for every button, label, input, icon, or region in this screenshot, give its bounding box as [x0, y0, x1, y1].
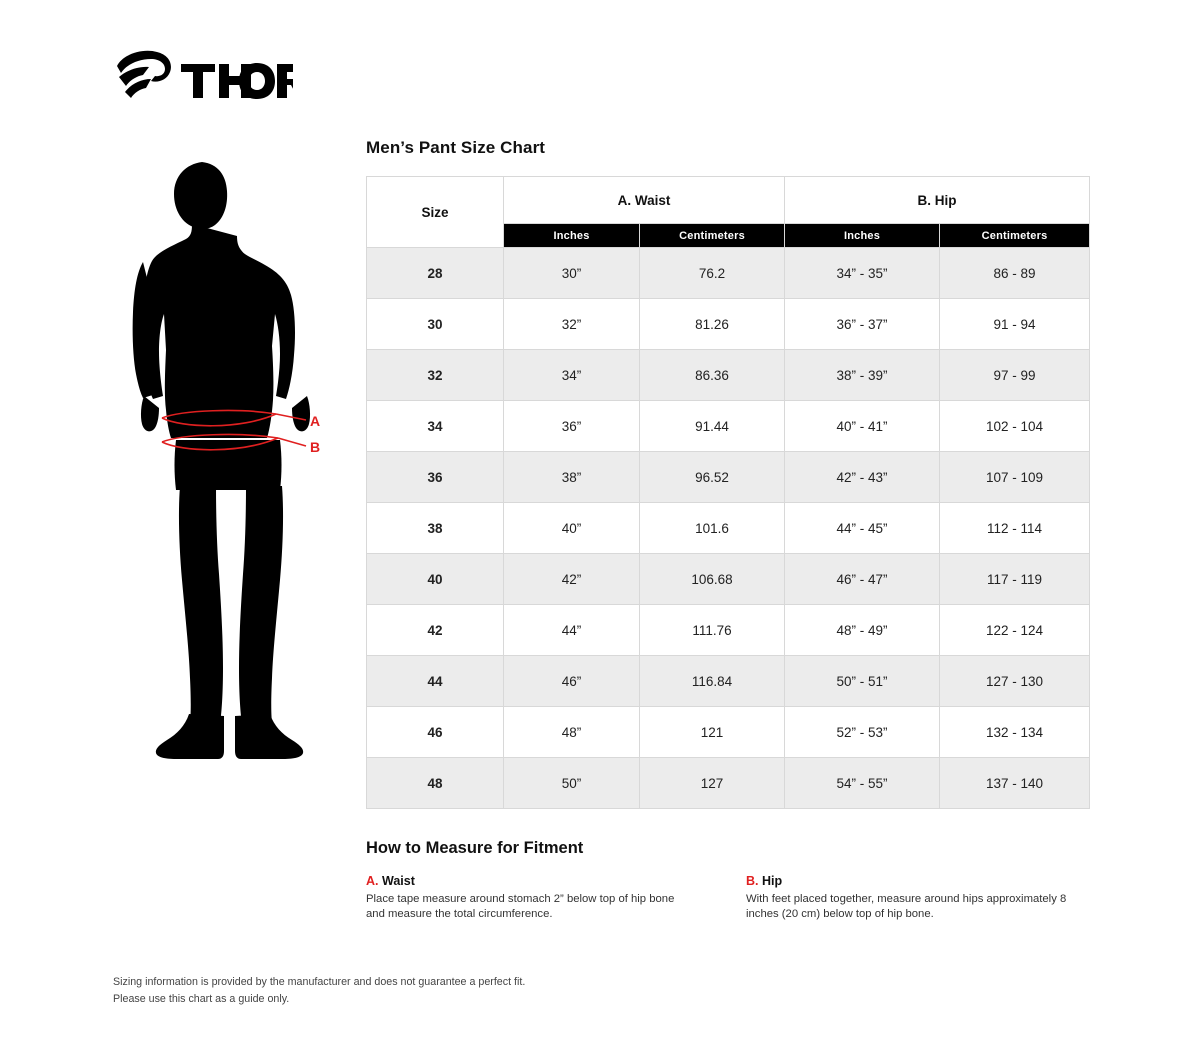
cell-hip-inches: 44” - 45” [785, 503, 940, 554]
marker-a: A. [366, 874, 379, 888]
cell-hip-inches: 38” - 39” [785, 350, 940, 401]
cell-size: 34 [367, 401, 504, 452]
cell-hip-cm: 102 - 104 [940, 401, 1090, 452]
how-to-hip [746, 874, 1086, 923]
size-chart-table [366, 176, 1090, 809]
cell-hip-inches: 50” - 51” [785, 656, 940, 707]
cell-hip-inches: 46” - 47” [785, 554, 940, 605]
cell-size: 38 [367, 503, 504, 554]
how-to-hip-body: With feet placed together, measure around hips approximately 8 inches (20 cm) below top of hip bone. [746, 893, 1067, 921]
cell-size: 36 [367, 452, 504, 503]
table-row [367, 707, 1090, 758]
marker-b: B. [746, 874, 759, 888]
cell-hip-inches: 54” - 55” [785, 758, 940, 809]
header-hip-inches: Inches [785, 224, 940, 248]
cell-size: 42 [367, 605, 504, 656]
cell-hip-inches: 48” - 49” [785, 605, 940, 656]
how-to-measure-section [366, 839, 1086, 923]
cell-hip-cm: 86 - 89 [940, 248, 1090, 299]
table-row [367, 248, 1090, 299]
how-to-hip-heading [746, 874, 1086, 888]
cell-hip-cm: 122 - 124 [940, 605, 1090, 656]
diagram-label-a: A [310, 413, 321, 429]
cell-hip-cm: 137 - 140 [940, 758, 1090, 809]
header-group-waist: A. Waist [504, 177, 785, 224]
how-to-waist-label: Waist [381, 874, 415, 888]
table-row [367, 452, 1090, 503]
how-to-measure-title: How to Measure for Fitment [366, 839, 584, 857]
cell-waist-inches: 46” [504, 656, 640, 707]
cell-waist-inches: 44” [504, 605, 640, 656]
table-row [367, 350, 1090, 401]
table-body [367, 248, 1090, 809]
cell-waist-cm: 81.26 [640, 299, 785, 350]
cell-waist-cm: 96.52 [640, 452, 785, 503]
cell-waist-cm: 91.44 [640, 401, 785, 452]
cell-hip-inches: 34” - 35” [785, 248, 940, 299]
table-header [367, 177, 1090, 248]
disclaimer [113, 974, 525, 1007]
cell-waist-inches: 36” [504, 401, 640, 452]
cell-waist-cm: 106.68 [640, 554, 785, 605]
cell-hip-cm: 112 - 114 [940, 503, 1090, 554]
disclaimer-line-2: Please use this chart as a guide only. [113, 992, 290, 1005]
header-waist-inches: Inches [504, 224, 640, 248]
cell-waist-cm: 111.76 [640, 605, 785, 656]
header-size: Size [367, 177, 504, 248]
table-row [367, 758, 1090, 809]
cell-waist-cm: 101.6 [640, 503, 785, 554]
cell-size: 28 [367, 248, 504, 299]
male-silhouette [133, 162, 310, 759]
cell-waist-cm: 76.2 [640, 248, 785, 299]
how-to-hip-label: Hip [761, 874, 783, 888]
cell-waist-cm: 86.36 [640, 350, 785, 401]
cell-waist-inches: 38” [504, 452, 640, 503]
body-measurement-diagram [110, 150, 350, 770]
cell-waist-cm: 121 [640, 707, 785, 758]
cell-hip-cm: 132 - 134 [940, 707, 1090, 758]
cell-hip-cm: 117 - 119 [940, 554, 1090, 605]
cell-hip-cm: 97 - 99 [940, 350, 1090, 401]
cell-waist-inches: 42” [504, 554, 640, 605]
cell-size: 46 [367, 707, 504, 758]
page-title: Men’s Pant Size Chart [366, 138, 546, 157]
table-row [367, 401, 1090, 452]
cell-hip-cm: 107 - 109 [940, 452, 1090, 503]
how-to-waist [366, 874, 746, 923]
brand-logo [113, 48, 293, 106]
cell-hip-cm: 127 - 130 [940, 656, 1090, 707]
header-hip-centimeters: Centimeters [940, 224, 1090, 248]
cell-hip-cm: 91 - 94 [940, 299, 1090, 350]
how-to-waist-body: Place tape measure around stomach 2” below top of hip bone and measure the total circumference. [366, 893, 675, 921]
cell-hip-inches: 40” - 41” [785, 401, 940, 452]
cell-waist-inches: 32” [504, 299, 640, 350]
table-row [367, 554, 1090, 605]
cell-waist-inches: 30” [504, 248, 640, 299]
cell-waist-cm: 116.84 [640, 656, 785, 707]
table-row [367, 605, 1090, 656]
diagram-label-b: B [310, 439, 321, 455]
cell-hip-inches: 42” - 43” [785, 452, 940, 503]
cell-waist-inches: 40” [504, 503, 640, 554]
table-row [367, 656, 1090, 707]
how-to-waist-heading [366, 874, 746, 888]
cell-size: 44 [367, 656, 504, 707]
header-group-hip: B. Hip [785, 177, 1090, 224]
table-row [367, 299, 1090, 350]
header-waist-centimeters: Centimeters [640, 224, 785, 248]
cell-size: 40 [367, 554, 504, 605]
cell-hip-inches: 36” - 37” [785, 299, 940, 350]
cell-waist-inches: 50” [504, 758, 640, 809]
cell-size: 32 [367, 350, 504, 401]
cell-waist-cm: 127 [640, 758, 785, 809]
main-content [366, 138, 1086, 923]
cell-size: 30 [367, 299, 504, 350]
disclaimer-line-1: Sizing information is provided by the manufacturer and does not guarantee a perfect fit. [113, 976, 526, 988]
table-row [367, 503, 1090, 554]
cell-waist-inches: 34” [504, 350, 640, 401]
cell-waist-inches: 48” [504, 707, 640, 758]
cell-size: 48 [367, 758, 504, 809]
cell-hip-inches: 52” - 53” [785, 707, 940, 758]
